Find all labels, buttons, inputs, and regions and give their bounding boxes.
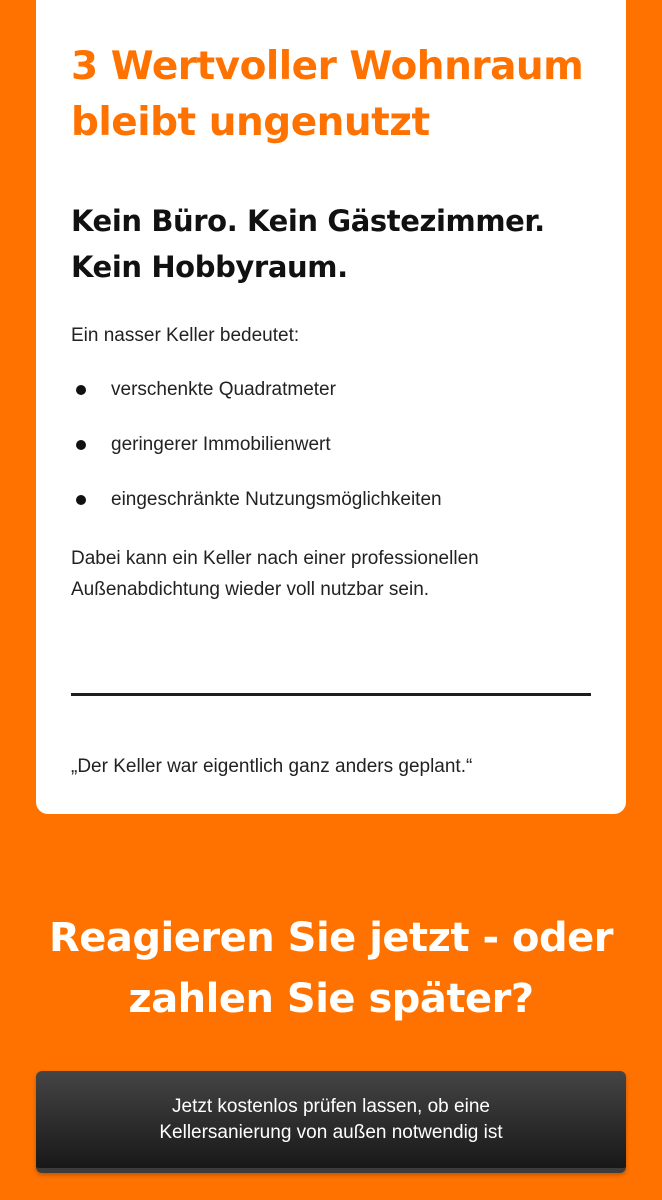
list-item-text: geringerer Immobilienwert [111,434,331,455]
divider [71,693,591,696]
cta-heading: Reagieren Sie jetzt - oder zahlen Sie später? [48,915,613,1022]
section-heading: 3 Wertvoller Wohnraum bleibt ungenutzt [71,44,584,145]
content-card [36,0,626,814]
quote-text: „Der Keller war eigentlich ganz anders geplant.“ [71,756,473,777]
section-subheading: Kein Büro. Kein Gästezimmer. Kein Hobbyraum. [71,204,545,284]
list-item-text: eingeschränkte Nutzungsmöglichkeiten [111,489,442,510]
intro-text: Ein nasser Keller bedeutet: [71,325,300,346]
cta-button-label: Jetzt kostenlos prüfen lassen, ob eine Kellersanierung von außen notwendig ist [159,1095,503,1143]
bullet-dot-icon [76,385,86,395]
list-item-text: verschenkte Quadratmeter [111,379,336,400]
body-paragraph: Dabei kann ein Keller nach einer professionellen Außenabdichtung wieder voll nutzbar sein. [71,548,479,600]
bullet-dot-icon [76,495,86,505]
check-free-button[interactable] [36,1071,626,1173]
bullet-dot-icon [76,440,86,450]
